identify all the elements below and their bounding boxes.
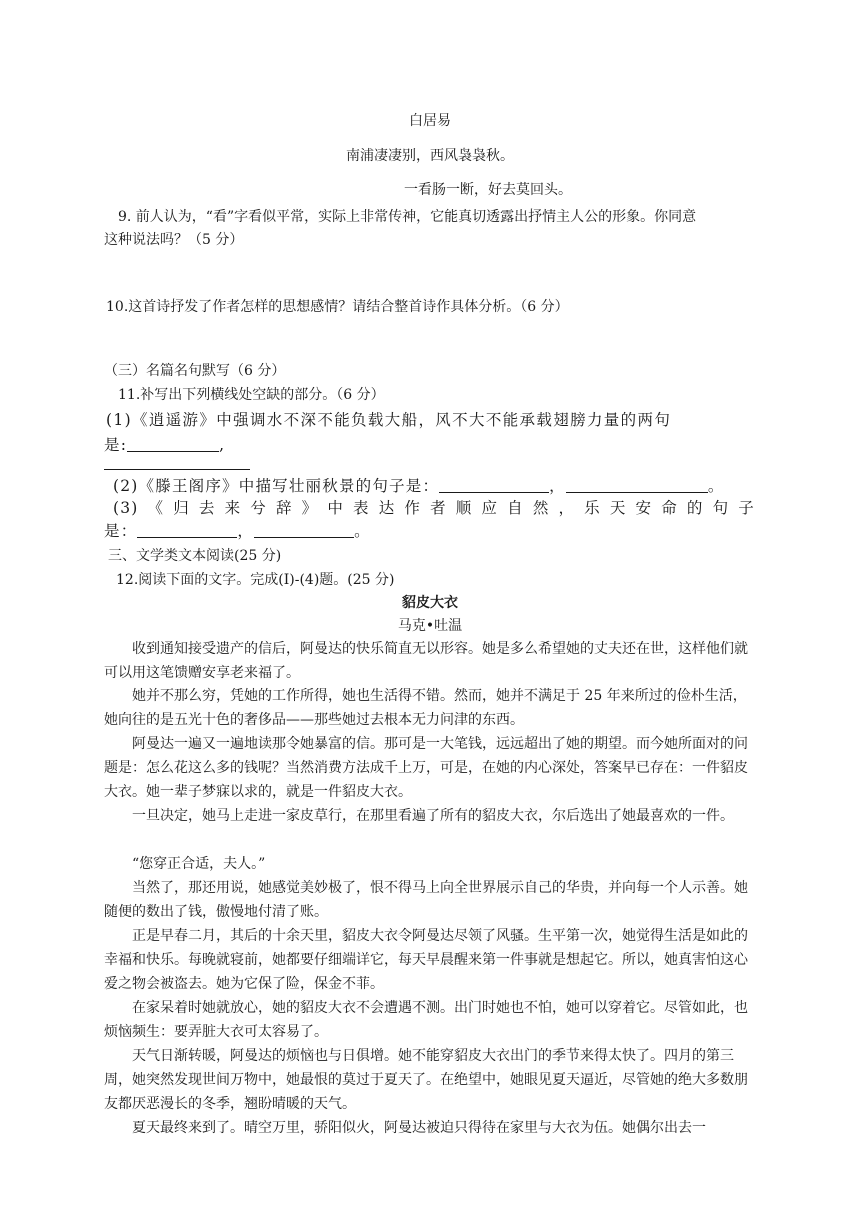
section-heading: （三）名篇名句默写（6 分） xyxy=(104,363,286,379)
answer-blank[interactable] xyxy=(137,523,237,538)
question-12-intro: 12.阅读下面的文字。完成(I)-(4)题。(25 分) xyxy=(116,572,395,588)
story-paragraph: “您穿正合适，夫人。” xyxy=(132,856,266,872)
story-paragraph: 她并不那么穷，凭她的工作所得，她也生活得不错。然而，她并不满足于 25 年来所过的俭朴生活，她向往的是五光十色的奢侈品——那些她过去根本无力问津的东西。 xyxy=(104,688,747,728)
answer-blank[interactable] xyxy=(104,455,250,470)
item-1-prefix: 是: xyxy=(104,436,128,454)
poem-line-1: 南浦凄凄别，西风袅袅秋。 xyxy=(346,148,514,164)
story-author: 马克•吐温 xyxy=(397,618,463,634)
item-1-comma: , xyxy=(219,436,226,454)
story-paragraph: 天气日渐转暖，阿曼达的烦恼也与日俱增。她不能穿貂皮大衣出门的季节来得太快了。四月的第三周，她突然发现世间万物中，她最恨的莫过于夏天了。在绝望中，她眼见夏天逼近，尽管她的绝大多数朋友都厌恶漫长的冬季，翘盼晴暖的天气。 xyxy=(104,1048,748,1112)
question-11-item-3-line-1: (3)《归去来兮辞》中表达作者顺应自然，乐天安命的句子 xyxy=(113,499,755,517)
story-paragraph: 一旦决定，她马上走进一家皮草行，在那里看遍了所有的貂皮大衣，尔后选出了她最喜欢的一件。 xyxy=(132,808,734,824)
item-3-comma: ， xyxy=(237,522,255,540)
question-11-item-1-line-1: (1)《逍遥游》中强调水不深不能负载大船，风不大不能承载翅膀力量的两句 xyxy=(106,411,672,429)
item-3-end: 。 xyxy=(354,522,371,540)
story-paragraph: 正是早春二月，其后的十余天里，貂皮大衣令阿曼达尽领了风骚。生平第一次，她觉得生活是如此的幸福和快乐。每晚就寝前，她都要仔细端详它，每天早晨醒来第一件事就是想起它。所以，她真害怕这心爱之物会被盗去。她为它保了险，保金不菲。 xyxy=(104,928,748,992)
answer-blank[interactable] xyxy=(439,478,549,493)
answer-blank[interactable] xyxy=(254,523,354,538)
item-2-end: 。 xyxy=(707,477,725,495)
question-11-item-2 xyxy=(113,476,725,496)
answer-blank[interactable] xyxy=(127,437,219,452)
question-11-item-1-line-2 xyxy=(104,435,225,455)
question-11-intro: 11.补写出下列横线处空缺的部分。（6 分） xyxy=(118,387,385,403)
item-2-comma: ， xyxy=(549,477,566,495)
item-3-prefix: 是： xyxy=(104,522,138,540)
poem-line-2: 一看肠一断，好去莫回头。 xyxy=(404,182,572,198)
question-11-item-3-line-2 xyxy=(104,521,371,541)
story-paragraph: 在家呆着时她就放心，她的貂皮大衣不会遭遇不测。出门时她也不怕，她可以穿着它。尽管如此，也烦恼频生：要弄脏大衣可太容易了。 xyxy=(104,1000,748,1040)
story-paragraph: 阿曼达一遍又一遍地读那令她暴富的信。那可是一大笔钱，远远超出了她的期望。而今她所面对的问题是：怎么花这么多的钱呢？当然消费方法成千上万，可是，在她的内心深处，答案早已存在：一件貂皮大衣。她一辈子梦寐以求的，就是一件貂皮大衣。 xyxy=(104,736,748,800)
item-2-prefix: (2)《滕王阁序》中描写壮丽秋景的句子是： xyxy=(113,477,440,495)
question-9-line-1: 9. 前人认为，“看”字看似平常，实际上非常传神，它能真切透露出抒情主人公的形象。你同意 xyxy=(118,209,697,225)
story-paragraph: 当然了，那还用说，她感觉美妙极了，恨不得马上向全世界展示自己的华贵，并向每一个人示善。她随便的数出了钱，傲慢地付清了账。 xyxy=(104,880,748,920)
story-title: 貂皮大衣 xyxy=(402,595,458,611)
story-paragraph: 夏天最终来到了。晴空万里，骄阳似火，阿曼达被迫只得待在家里与大衣为伍。她偶尔出去一 xyxy=(132,1120,706,1136)
question-10: 10.这首诗抒发了作者怎样的思想感情？请结合整首诗作具体分析。（6 分） xyxy=(106,299,569,315)
poem-author: 白居易 xyxy=(409,113,451,129)
part-3-heading: 三、文学类文本阅读(25 分) xyxy=(108,548,282,564)
question-9-line-2: 这种说法吗？（5 分） xyxy=(104,232,244,248)
answer-blank[interactable] xyxy=(566,478,708,493)
story-paragraph: 收到通知接受遗产的信后，阿曼达的快乐简直无以形容。她是多么希望她的丈夫还在世，这样他们就可以用这笔馈赠安享老来福了。 xyxy=(104,641,748,681)
